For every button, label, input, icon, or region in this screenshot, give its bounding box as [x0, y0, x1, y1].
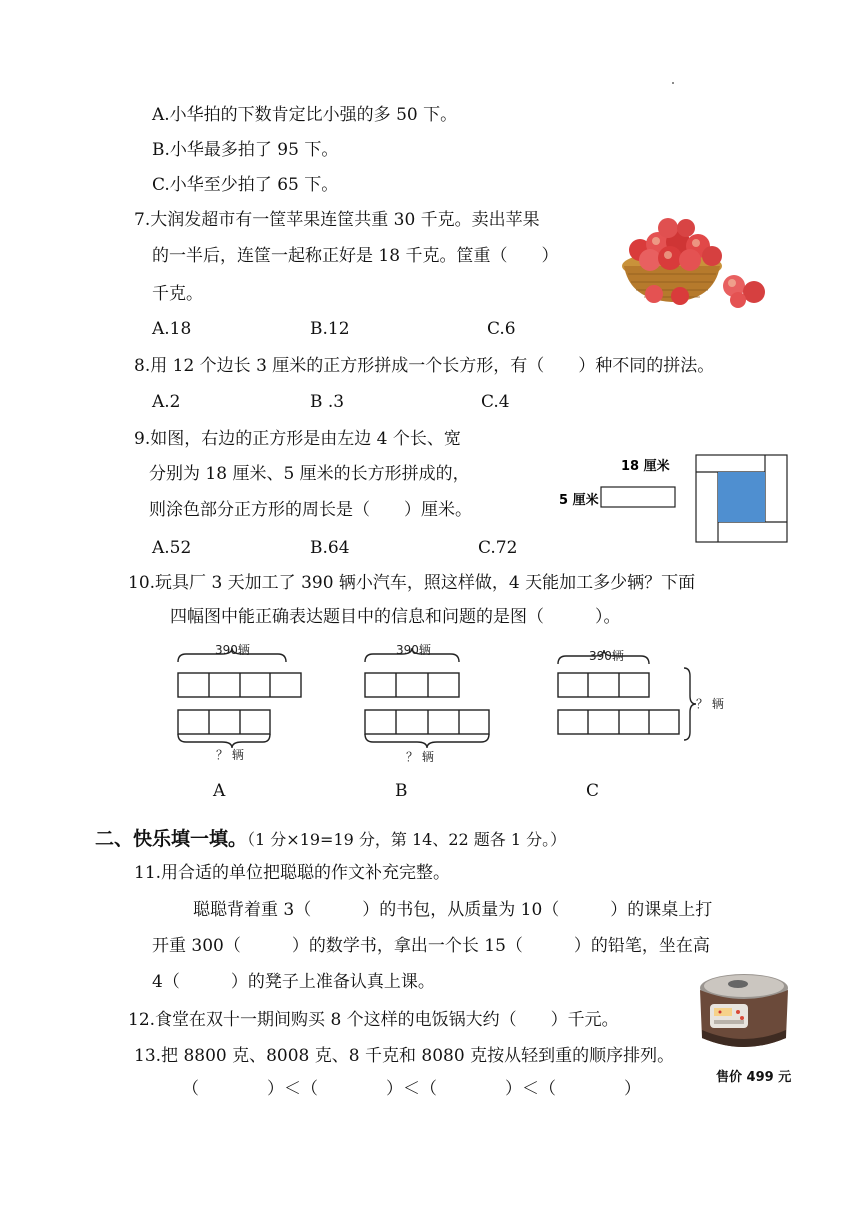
q8-option-a: A.2	[152, 392, 181, 412]
q9-fig-length-label: 18 厘米	[621, 459, 670, 474]
q10-label-c: C	[586, 781, 600, 801]
q9-single-rectangle	[601, 487, 675, 507]
rice-cooker-image	[694, 970, 794, 1060]
q9-line-2: 分别为 18 厘米、5 厘米的长方形拼成的，	[149, 464, 470, 484]
diagram-b-top-label: 390辆	[396, 643, 431, 657]
diagram-a-bottom-bar	[178, 710, 270, 734]
q8-option-c: C.4	[481, 392, 510, 412]
q6-option-c: C.小华至少拍了 65 下。	[152, 175, 339, 195]
diagram-b-bottom-brace	[365, 734, 489, 748]
q9-option-c: C.72	[478, 538, 518, 558]
q11-line-3: 开重 300（ ）的数学书，拿出一个长 15（ ）的铅笔，坐在高	[152, 936, 710, 956]
diagram-a-bottom-brace	[178, 734, 270, 748]
q8-text: 8.用 12 个边长 3 厘米的正方形拼成一个长方形，有（ ）种不同的拼法。	[134, 356, 715, 376]
q10-diagrams	[170, 640, 730, 770]
section-2-heading	[95, 824, 566, 851]
q9-option-a: A.52	[152, 538, 192, 558]
price-label: 售价 499 元	[716, 1070, 792, 1085]
q7-option-b: B.12	[310, 319, 350, 339]
q13-text: 13.把 8800 克、8008 克、8 千克和 8080 克按从轻到重的顺序排列。	[134, 1046, 675, 1066]
apple-basket-image	[612, 208, 772, 308]
q7-option-a: A.18	[152, 319, 192, 339]
q7-line-1: 7.大润发超市有一筐苹果连筐共重 30 千克。卖出苹果	[134, 210, 540, 230]
q13-answer-row: （ ）＜（ ）＜（ ）＜（ ）	[182, 1079, 641, 1099]
q9-line-3: 则涂色部分正方形的周长是（ ）厘米。	[149, 500, 472, 520]
diagram-c-top-bar	[558, 673, 649, 697]
diagram-b-top-bar	[365, 673, 459, 697]
speck	[672, 82, 674, 84]
q10-line-1: 10.玩具厂 3 天加工了 390 辆小汽车，照这样做，4 天能加工多少辆？下面	[128, 573, 696, 593]
q10-label-b: B	[395, 781, 408, 801]
diagram-c-side-brace	[684, 668, 696, 740]
q7-option-c: C.6	[487, 319, 516, 339]
q8-option-b: B .3	[310, 392, 345, 412]
q11-line-4: 4（ ）的凳子上准备认真上课。	[152, 972, 435, 992]
diagram-b-bottom-bar	[365, 710, 489, 734]
diagram-c-top-label: 390辆	[589, 649, 624, 663]
q10-line-2: 四幅图中能正确表达题目中的信息和问题的是图（ ）。	[170, 607, 621, 627]
q12-text: 12.食堂在双十一期间购买 8 个这样的电饭锅大约（ ）千元。	[128, 1010, 619, 1030]
diagram-b-question-label: ？ 辆	[406, 750, 434, 764]
q11-line-1: 11.用合适的单位把聪聪的作文补充完整。	[134, 863, 451, 883]
q9-shaded-square	[718, 472, 765, 522]
section-2-title: 二、快乐填一填。	[95, 828, 248, 850]
diagram-a-top-label: 390辆	[215, 643, 250, 657]
q9-line-1: 9.如图，右边的正方形是由左边 4 个长、宽	[134, 429, 461, 449]
q7-line-3: 千克。	[152, 284, 203, 304]
q9-figure	[555, 448, 800, 548]
q11-line-2: 聪聪背着重 3（ ）的书包，从质量为 10（ ）的课桌上打	[193, 900, 713, 920]
diagram-c-question-label: ？ 辆	[696, 697, 724, 711]
q9-option-b: B.64	[310, 538, 350, 558]
q6-option-b: B.小华最多拍了 95 下。	[152, 140, 339, 160]
q10-label-a: A	[213, 781, 226, 801]
q9-fig-width-label: 5 厘米	[559, 493, 599, 508]
q6-option-a: A.小华拍的下数肯定比小强的多 50 下。	[152, 105, 458, 125]
diagram-a-question-label: ？ 辆	[216, 748, 244, 762]
section-2-note: （1 分×19=19 分，第 14、22 题各 1 分。）	[247, 830, 567, 849]
q7-line-2: 的一半后，连筐一起称正好是 18 千克。筐重（ ）	[152, 246, 559, 266]
